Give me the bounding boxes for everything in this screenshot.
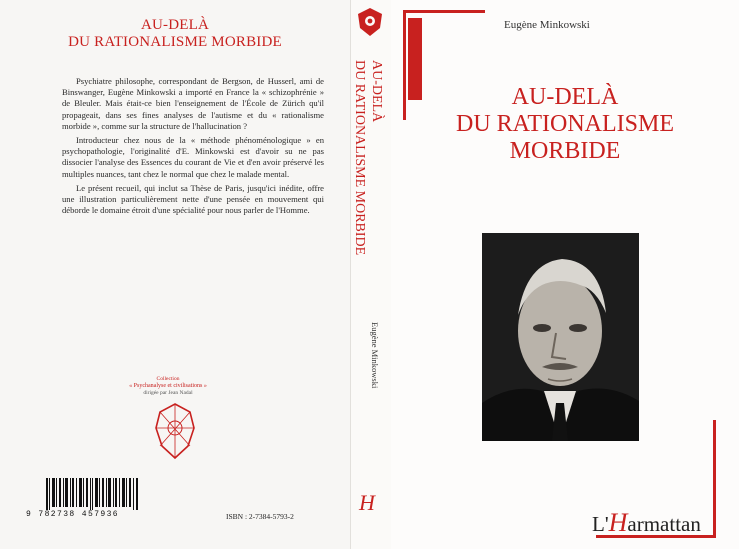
back-title-line1: AU-DELÀ (140, 17, 210, 33)
blurb-paragraph: Introducteur chez nous de la « méthode phénoménologique » en psychopathologie, l'originalité d'E. Minkowski est d'avoir su ne pas dissocier l'analyse des Essences du courant de Vie et d'en avoir préservé les multiples nuances, tant chez le normal que chez le malade mental. (62, 135, 324, 179)
blurb-paragraph: Psychiatre philosophe, correspondant de Bergson, de Husserl, ami de Binswanger, Eugène Minkowski a importé en France la « schizophrénie » de Bleuler. Mais était-ce bien l'enseignement de l'École de Zürich qu'il propageait, dans ses fines analyses de l'autisme et du « rationalisme morbide », comme sur la structure de l'hallucination ? (62, 76, 324, 131)
blurb-paragraph: Le présent recueil, qui inclut sa Thèse de Paris, jusqu'ici inédite, offre une illustration particulièrement nette d'une pensée en mouvement qui déborde le domaine étroit d'une spécialité pour nous parler de l'Homme. (62, 182, 324, 216)
collection-info (118, 376, 218, 397)
spine-author: Eugène Minkowski (370, 322, 380, 389)
publisher-prefix: L' (592, 512, 609, 536)
front-title-line2: DU RATIONALISME (456, 111, 674, 137)
decorative-rule (403, 10, 406, 120)
isbn: ISBN : 2-7384-5793-2 (226, 512, 294, 521)
spine-title (345, 60, 385, 340)
decorative-tab (408, 18, 422, 100)
publisher-rest: armattan (627, 512, 701, 536)
back-blurb (62, 76, 324, 219)
barcode-number: 9 782738 457936 (26, 510, 120, 519)
collection-emblem-icon (152, 400, 198, 462)
collection-logo-icon (356, 6, 384, 38)
spine-publisher-mark: H (359, 490, 375, 515)
front-title-line3: MORBIDE (509, 138, 621, 164)
collection-label: Collection (156, 376, 180, 382)
decorative-rule (713, 420, 716, 538)
collection-director: dirigée par Jean Nadal (143, 390, 193, 396)
front-title-line1: AU-DELÀ (511, 84, 619, 110)
publisher-logo (592, 508, 701, 538)
back-title-line2: DU RATIONALISME MORBIDE (68, 34, 282, 50)
front-author: Eugène Minkowski (504, 19, 590, 31)
spine-title-line2: DU RATIONALISME MORBIDE (352, 60, 367, 256)
publisher-h: H (608, 508, 628, 537)
front-title (430, 84, 700, 165)
decorative-rule (403, 10, 485, 13)
author-portrait (482, 233, 639, 441)
spine-title-line1: AU-DELÀ (369, 60, 384, 123)
collection-name: « Psychanalyse et civilisations » (129, 383, 207, 389)
barcode-icon (46, 478, 138, 510)
